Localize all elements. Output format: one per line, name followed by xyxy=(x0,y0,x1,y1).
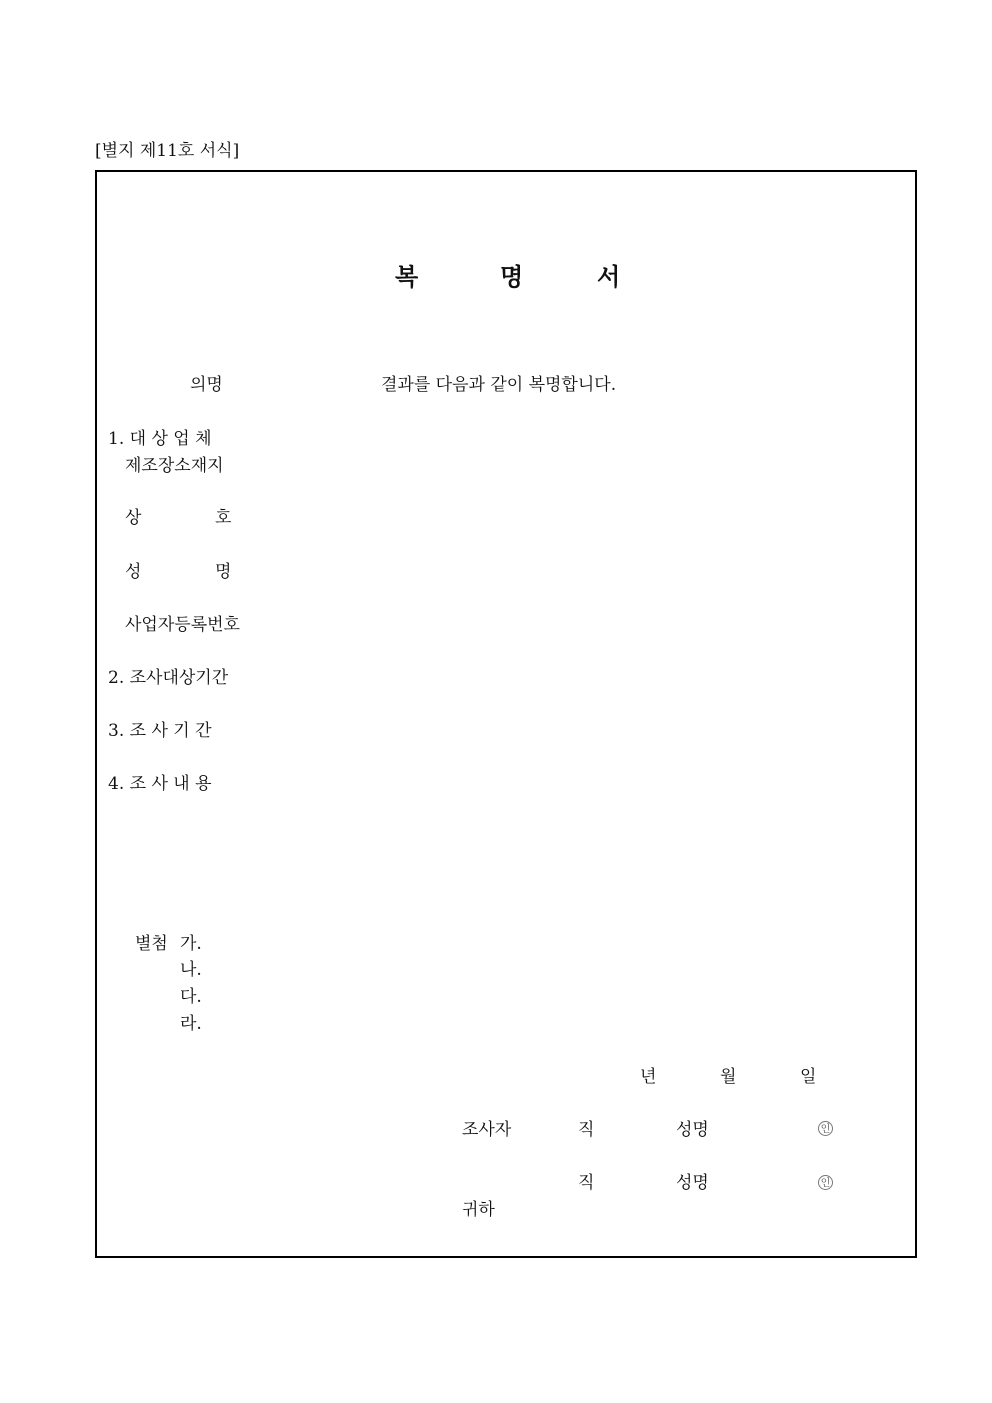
investigator-label: 조사자 xyxy=(462,1120,512,1140)
recipient-label: 귀하 xyxy=(462,1200,495,1220)
attachment-item-4: 라. xyxy=(180,1014,202,1034)
section-4-heading: 4. 조 사 내 용 xyxy=(108,774,212,794)
signer-1-name-label: 성명 xyxy=(676,1120,709,1140)
field-trade-name-char-2: 호 xyxy=(215,508,232,528)
attachments-label: 별첨 xyxy=(135,934,168,954)
field-business-reg-number: 사업자등록번호 xyxy=(125,615,240,635)
signer-2-seal-icon: 인 xyxy=(818,1175,833,1190)
form-label: [별지 제11호 서식] xyxy=(95,141,240,161)
title-char-1: 복 xyxy=(395,262,419,291)
attachment-item-1: 가. xyxy=(180,934,202,954)
title-char-3: 서 xyxy=(597,262,621,291)
field-trade-name-char-1: 상 xyxy=(125,508,142,528)
field-person-name-char-2: 명 xyxy=(215,562,232,582)
section-1-heading: 1. 대 상 업 체 xyxy=(108,429,212,449)
section-2-heading: 2. 조사대상기간 xyxy=(108,668,229,688)
field-manufacture-location: 제조장소재지 xyxy=(125,456,224,476)
section-3-heading: 3. 조 사 기 간 xyxy=(108,721,212,741)
attachment-item-2: 나. xyxy=(180,960,202,980)
date-day: 일 xyxy=(800,1067,817,1087)
date-year: 년 xyxy=(640,1067,657,1087)
field-person-name-char-1: 성 xyxy=(125,562,142,582)
intro-right: 결과를 다음과 같이 복명합니다. xyxy=(381,375,617,395)
document-frame xyxy=(95,170,917,1258)
signer-2-name-label: 성명 xyxy=(676,1173,709,1193)
attachment-item-3: 다. xyxy=(180,987,202,1007)
date-month: 월 xyxy=(720,1067,737,1087)
signer-1-seal-icon: 인 xyxy=(818,1121,833,1136)
intro-left: 의명 xyxy=(190,375,223,395)
signer-1-position-label: 직 xyxy=(578,1120,595,1140)
title-char-2: 명 xyxy=(500,262,524,291)
signer-2-position-label: 직 xyxy=(578,1173,595,1193)
